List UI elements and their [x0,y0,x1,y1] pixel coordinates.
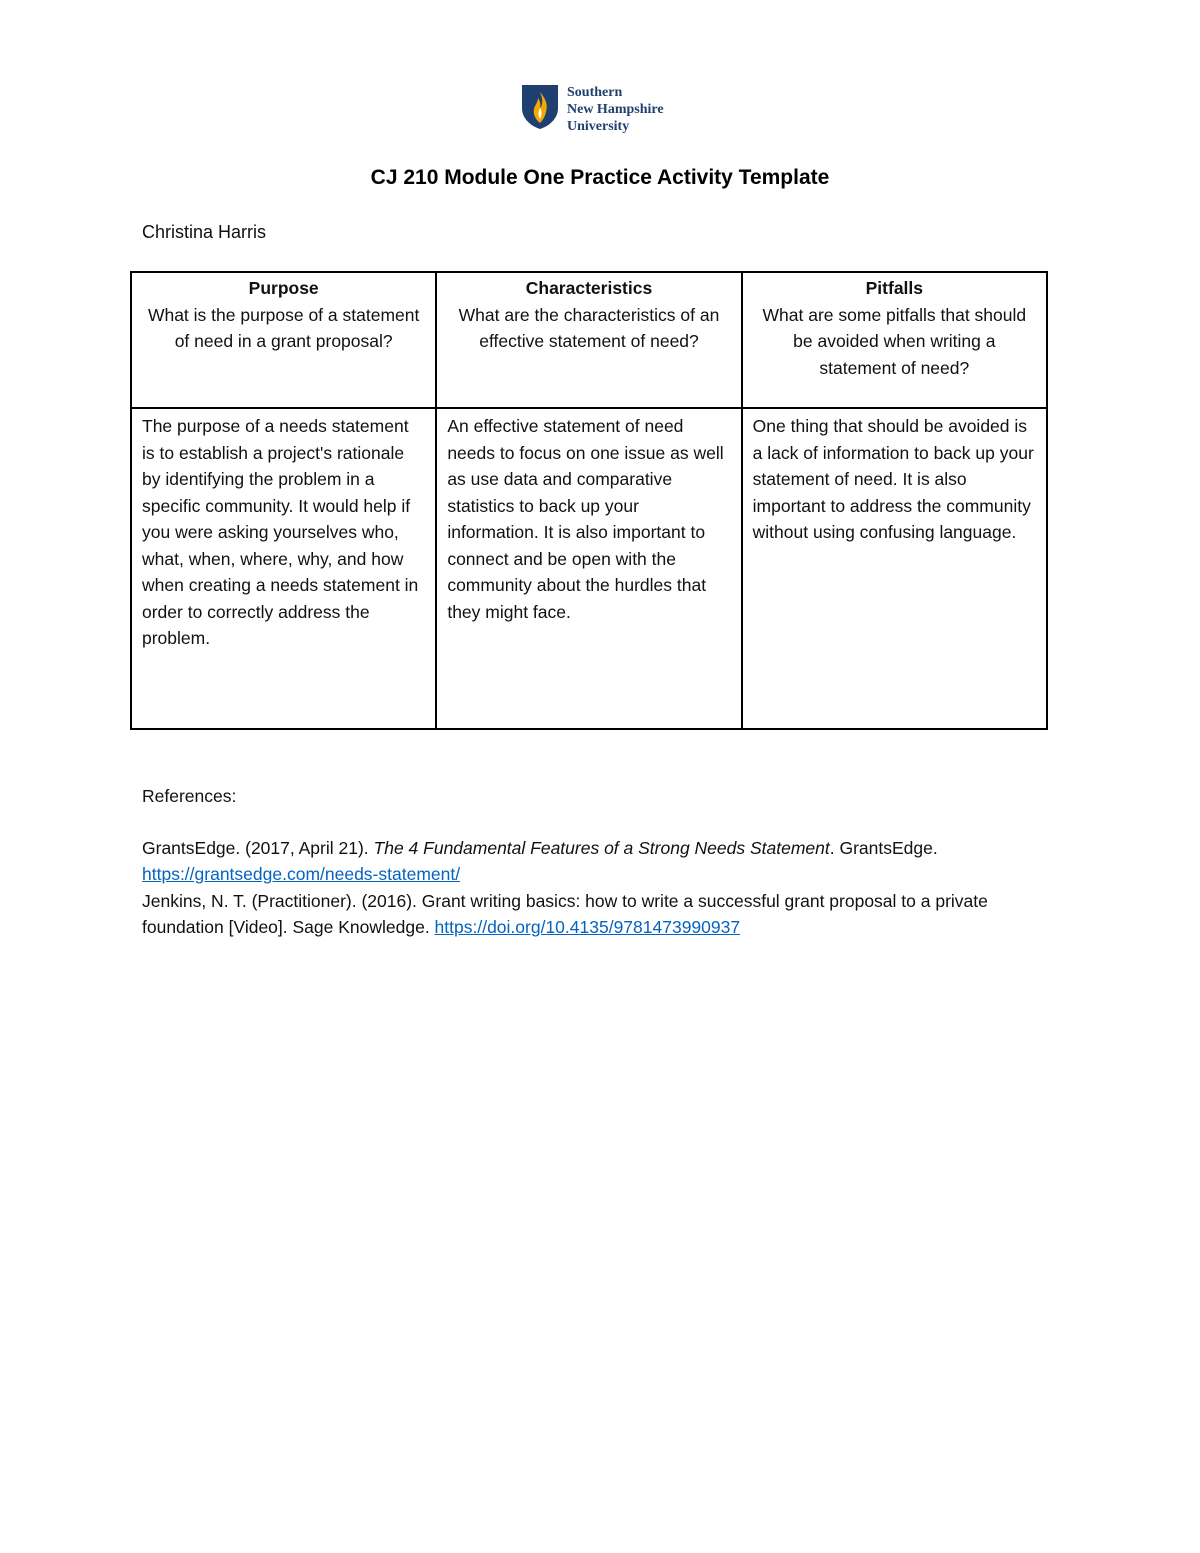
reference-link[interactable]: https://doi.org/10.4135/9781473990937 [434,917,741,937]
header-cell-pitfalls [742,272,1047,408]
university-logo [521,84,664,135]
table-header-row [131,272,1047,408]
reference-text: Jenkins, N. T. (Practitioner). (2016). Grant writing basics: how to write a successful grant proposal to a private foundation [Video]. Sage Knowledge. [142,890,988,937]
header-cell-characteristics [436,272,741,408]
logo-wordmark [567,84,664,135]
column-question: What is the purpose of a statement of need in a grant proposal? [147,304,420,351]
column-title: Characteristics [525,278,653,298]
table-answer-row [131,408,1047,729]
logo-line: Southern [567,85,623,100]
answer-cell-characteristics: An effective statement of need needs to focus on one issue as well as use data and comparative statistics to back up your information. It is also important to connect and be open with the community about the hurdles that they might face. [436,408,741,729]
answer-cell-pitfalls: One thing that should be avoided is a lack of information to back up your statement of need. It is also important to address the community without using confusing language. [742,408,1047,729]
document-title: CJ 210 Module One Practice Activity Template [370,166,830,189]
header-cell-purpose [131,272,436,408]
reference-text: GrantsEdge. (2017, April 21). [142,837,374,858]
logo-line: University [567,119,630,134]
logo-line: New Hampshire [567,102,664,117]
column-question: What are some pitfalls that should be avoided when writing a statement of need? [762,304,1027,378]
activity-table [130,271,1048,730]
reference-text: . GrantsEdge. [829,837,938,858]
reference-italic-title: The 4 Fundamental Features of a Strong Needs Statement [373,837,830,858]
references-section [142,783,1062,941]
answer-cell-purpose: The purpose of a needs statement is to establish a project's rationale by identifying the problem in a specific community. It would help if you were asking yourselves who, what, when, where, why, and how when creating a needs statement in order to correctly address the problem. [131,408,436,729]
column-question: What are the characteristics of an effective statement of need? [458,304,720,351]
reference-link[interactable]: https://grantsedge.com/needs-statement/ [142,864,461,884]
reference-entry [142,835,1062,888]
reference-entry [142,888,1062,941]
author-name: Christina Harris [142,222,267,242]
column-title: Pitfalls [865,278,924,298]
references-heading: References: [142,786,237,806]
column-title: Purpose [248,278,319,298]
flame-shield-icon [521,84,559,130]
